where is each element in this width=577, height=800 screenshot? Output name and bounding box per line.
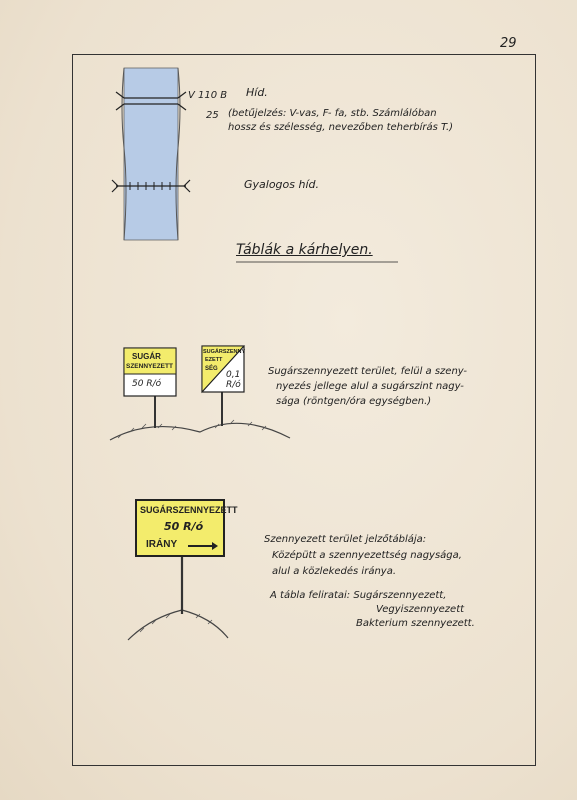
desc2-line5: Vegyiszennyezett — [376, 604, 465, 615]
sign2-line1: SUGÁRSZENNY — [203, 349, 246, 355]
sign2-line3: SÉG — [205, 366, 218, 372]
sign3-value: 50 R/ó — [164, 520, 204, 533]
desc1-line3: sága (röntgen/óra egységben.) — [276, 396, 432, 407]
section-heading: Táblák a kárhelyen. — [236, 242, 373, 258]
sign2-line2: EZETT — [205, 357, 223, 363]
ground-hill-1 — [110, 423, 290, 440]
sign1-value: 50 R/ó — [132, 379, 162, 389]
desc1-line1: Sugárszennyezett terület, felül a szeny- — [268, 366, 467, 377]
desc2-line2: Középütt a szennyezettség nagysága, — [272, 550, 462, 561]
bridge-code-bottom: 25 — [206, 110, 219, 121]
desc2-line4: A tábla feliratai: Sugárszennyezett, — [270, 590, 447, 601]
page-number: 29 — [500, 36, 517, 51]
footbridge-label: Gyalogos híd. — [244, 178, 320, 191]
bridge-note-line2: hossz és szélesség, nevezőben teherbírás T.) — [228, 122, 454, 133]
desc2-line3: alul a közlekedés iránya. — [272, 566, 397, 577]
bridge-code-top: V 110 B — [188, 90, 228, 101]
bridge-label: Híd. — [246, 86, 268, 99]
sign2-value: 0,1 R/ó — [226, 370, 241, 390]
ground-hill-2 — [128, 610, 228, 640]
sign3-direction: IRÁNY — [146, 539, 178, 550]
desc2-line6: Bakterium szennyezett. — [356, 618, 475, 629]
sign1-line2: SZENNYEZETT — [126, 363, 173, 370]
sign3-line1: SUGÁRSZENNYEZETT — [140, 505, 238, 515]
sign1-line1: SUGÁR — [132, 352, 161, 361]
desc2-line1: Szennyezett terület jelzőtáblája: — [264, 534, 427, 545]
bridge-note-line1: (betűjelzés: V-vas, F- fa, stb. Számlálóban — [228, 108, 437, 119]
desc1-line2: nyezés jellege alul a sugárszint nagy- — [276, 381, 464, 392]
sign-contaminated-area-direction — [136, 500, 224, 614]
river-symbol — [122, 68, 180, 240]
